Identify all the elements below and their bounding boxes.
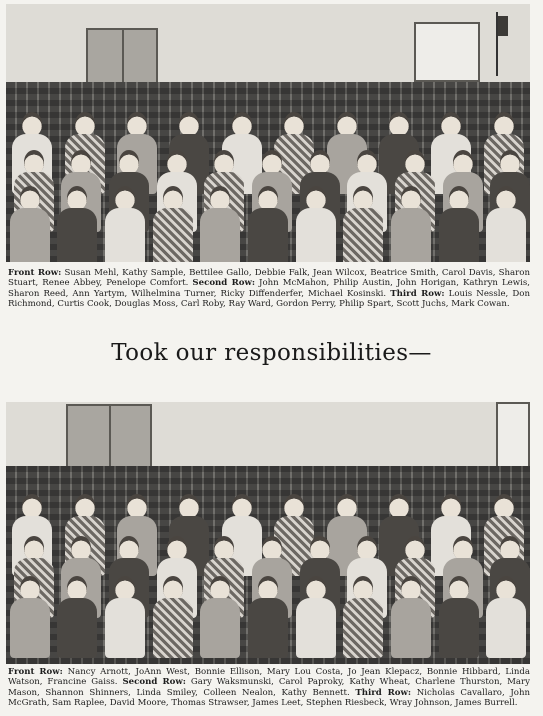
student-figure [486,576,526,658]
student-figure [248,576,288,658]
top-photo-caption [8,268,530,310]
caption-row-names: Louis Nessle, Don Richmond, Curtis Cook, Douglas Moss, Carl Roby, Ray Ward, Gordon Perry, Philip Spart, Scott Juchs, Mark Cowan. [8,288,530,310]
student-figure [10,186,50,262]
caption-row-names: Gary Waksmunski, Carol Paproky, Kathy Wheat, Charlene Thurston, Mary Mason, Shannon Shinners, Linda Smiley, Colleen Nealon, Kathy Bennett. [8,677,531,698]
double-door [66,404,152,468]
student-figure [200,576,240,658]
student-figure [57,186,97,262]
top-group-photo [6,4,530,262]
caption-row-label: Front Row: [8,268,62,278]
student-figure [343,186,383,262]
students-group [6,482,530,664]
students-group [6,92,530,262]
caption-row-label: Second Row: [192,278,256,289]
caption-row-names: Nicholas Cavallaro, John McGrath, Sam Raplee, David Moore, Thomas Strawser, James Leet, Stephen Riesbeck, Wray Johnson, James Burrell. [8,687,531,709]
student-figure [296,186,336,262]
window-door [496,402,530,468]
caption-row-label: Second Row: [122,677,186,688]
student-figure [200,186,240,262]
caption-row-names: Susan Mehl, Kathy Sample, Bettilee Gallo, Debbie Falk, Jean Wilcox, Beatrice Smith, Carol Davis, Sharon Stuart, Renee Abbey, Penelope Comfort. [8,268,530,289]
student-figure [153,576,193,658]
double-door [86,28,158,84]
student-figure [10,576,50,658]
bottom-group-photo [6,402,530,664]
page-headline: Took our responsibilities— [111,340,432,366]
student-figure [343,576,383,658]
student-figure [391,576,431,658]
caption-row-label: Third Row: [355,687,412,698]
caption-row-names: John McMahon, Philip Austin, John Horigan, Kathryn Lewis, Sharon Reed, Ann Yartym, Wilhelmina Turner, Ricky Diffenderfer, Michael Kosinski. [8,278,530,299]
student-figure [296,576,336,658]
window-door [414,22,480,82]
student-figure [57,576,97,658]
student-figure [391,186,431,262]
student-figure [105,186,145,262]
caption-row-label: Front Row: [8,667,63,677]
student-figure [153,186,193,262]
student-figure [439,186,479,262]
caption-row-label: Third Row: [390,288,445,299]
bottom-photo-caption [8,667,530,709]
student-figure [248,186,288,262]
caption-row-names: Nancy Arnott, JoAnn West, Bonnie Ellison, Mary Lou Costa, Jo Jean Klepacz, Bonnie Hibbard, Linda Watson, Francine Gaiss. [8,667,530,688]
student-figure [105,576,145,658]
student-figure [439,576,479,658]
flag-icon [496,12,498,76]
student-figure [486,186,526,262]
